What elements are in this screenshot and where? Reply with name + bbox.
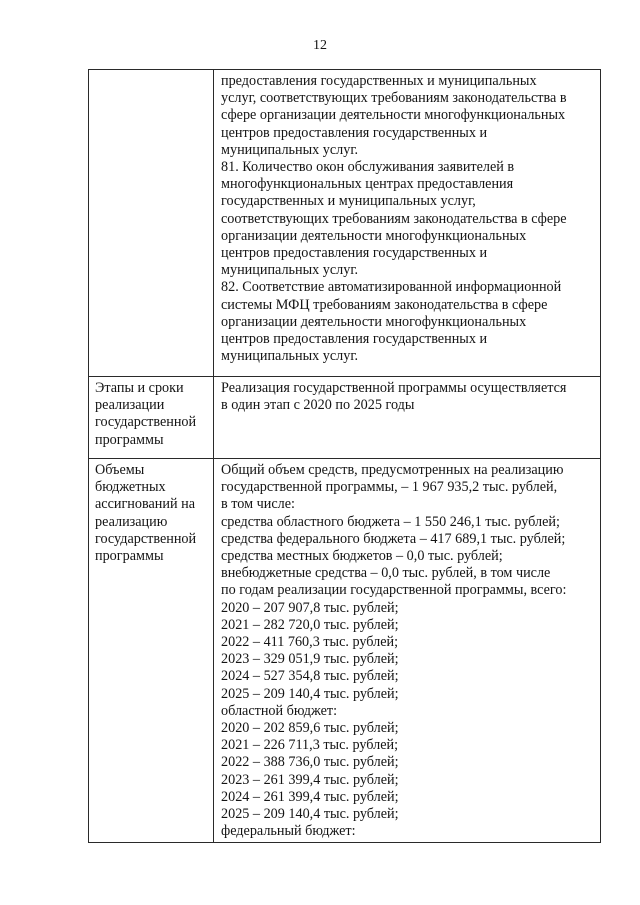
page-number: 12	[313, 38, 327, 53]
content-line: средства федерального бюджета – 417 689,1 тыс. рублей;	[221, 530, 566, 547]
content-cell	[214, 70, 601, 377]
content-line: Общий объем средств, предусмотренных на реализацию	[221, 462, 564, 478]
content-line: Реализация государственной программы осуществляется	[221, 380, 567, 396]
content-line: муниципальных услуг.	[221, 262, 359, 279]
content-line: 2020 – 202 859,6 тыс. рублей;	[221, 720, 399, 737]
content-cell	[214, 377, 601, 459]
content-line: сфере организации деятельности многофункциональных	[221, 107, 566, 124]
content-line: предоставления государственных и муниципальных	[221, 73, 537, 89]
content-line: соответствующих требованиям законодательства в сфере	[221, 210, 567, 227]
content-line: организации деятельности многофункциональных	[221, 313, 527, 330]
label-cell	[89, 377, 214, 459]
label-line: программы	[95, 548, 164, 565]
content-line: федеральный бюджет:	[221, 823, 356, 840]
table-row-budget	[89, 459, 601, 843]
content-line: организации деятельности многофункциональных	[221, 227, 527, 244]
label-line: ассигнований на	[95, 496, 196, 513]
content-line: 81. Количество окон обслуживания заявителей в	[221, 159, 515, 176]
content-line: средства областного бюджета – 1 550 246,1 тыс. рублей;	[221, 513, 560, 530]
content-line: 2023 – 329 051,9 тыс. рублей;	[221, 651, 399, 668]
content-line: 2020 – 207 907,8 тыс. рублей;	[221, 599, 399, 616]
content-line: центров предоставления государственных и	[221, 124, 488, 141]
content-line: муниципальных услуг.	[221, 141, 359, 158]
content-line: государственных и муниципальных услуг,	[221, 193, 476, 210]
content-line: системы МФЦ требованиям законодательства в сфере	[221, 296, 548, 313]
content-line: средства местных бюджетов – 0,0 тыс. рублей;	[221, 548, 503, 565]
content-line: центров предоставления государственных и	[221, 245, 488, 262]
content-line: 2025 – 209 140,4 тыс. рублей;	[221, 806, 399, 823]
label-line: реализации	[95, 397, 165, 414]
label-line: государственной	[95, 530, 197, 547]
content-line: 2021 – 226 711,3 тыс. рублей;	[221, 737, 399, 754]
content-line: областной бюджет:	[221, 702, 338, 719]
label-line: Этапы и сроки	[95, 380, 184, 396]
content-line: 82. Соответствие автоматизированной информационной	[221, 279, 562, 296]
content-cell	[214, 459, 601, 843]
content-line: 2021 – 282 720,0 тыс. рублей;	[221, 616, 399, 633]
label-line: реализацию	[95, 513, 168, 530]
content-line: государственной программы, – 1 967 935,2 тыс. рублей,	[221, 479, 558, 496]
content-line: в один этап с 2020 по 2025 годы	[221, 397, 415, 414]
content-line: 2024 – 527 354,8 тыс. рублей;	[221, 668, 399, 685]
label-cell	[89, 459, 214, 843]
label-line: государственной	[95, 414, 197, 431]
label-cell	[89, 70, 214, 377]
content-line: 2024 – 261 399,4 тыс. рублей;	[221, 788, 399, 805]
label-line: программы	[95, 431, 164, 448]
label-line: бюджетных	[95, 479, 166, 496]
content-line: 2025 – 209 140,4 тыс. рублей;	[221, 685, 399, 702]
table-row-indicators	[89, 70, 601, 377]
content-line: 2022 – 388 736,0 тыс. рублей;	[221, 754, 399, 771]
content-line: по годам реализации государственной программы, всего:	[221, 582, 567, 599]
content-line: многофункциональных центрах предоставления	[221, 176, 514, 193]
label-line: Объемы	[95, 462, 145, 478]
content-line: муниципальных услуг.	[221, 348, 359, 365]
table-row-stages	[89, 377, 601, 459]
content-line: 2022 – 411 760,3 тыс. рублей;	[221, 634, 399, 651]
content-line: услуг, соответствующих требованиям законодательства в	[221, 90, 567, 107]
content-line: в том числе:	[221, 496, 295, 513]
content-line: внебюджетные средства – 0,0 тыс. рублей, в том числе	[221, 565, 551, 582]
passport-table	[88, 69, 601, 843]
content-line: центров предоставления государственных и	[221, 331, 488, 348]
content-line: 2023 – 261 399,4 тыс. рублей;	[221, 771, 399, 788]
